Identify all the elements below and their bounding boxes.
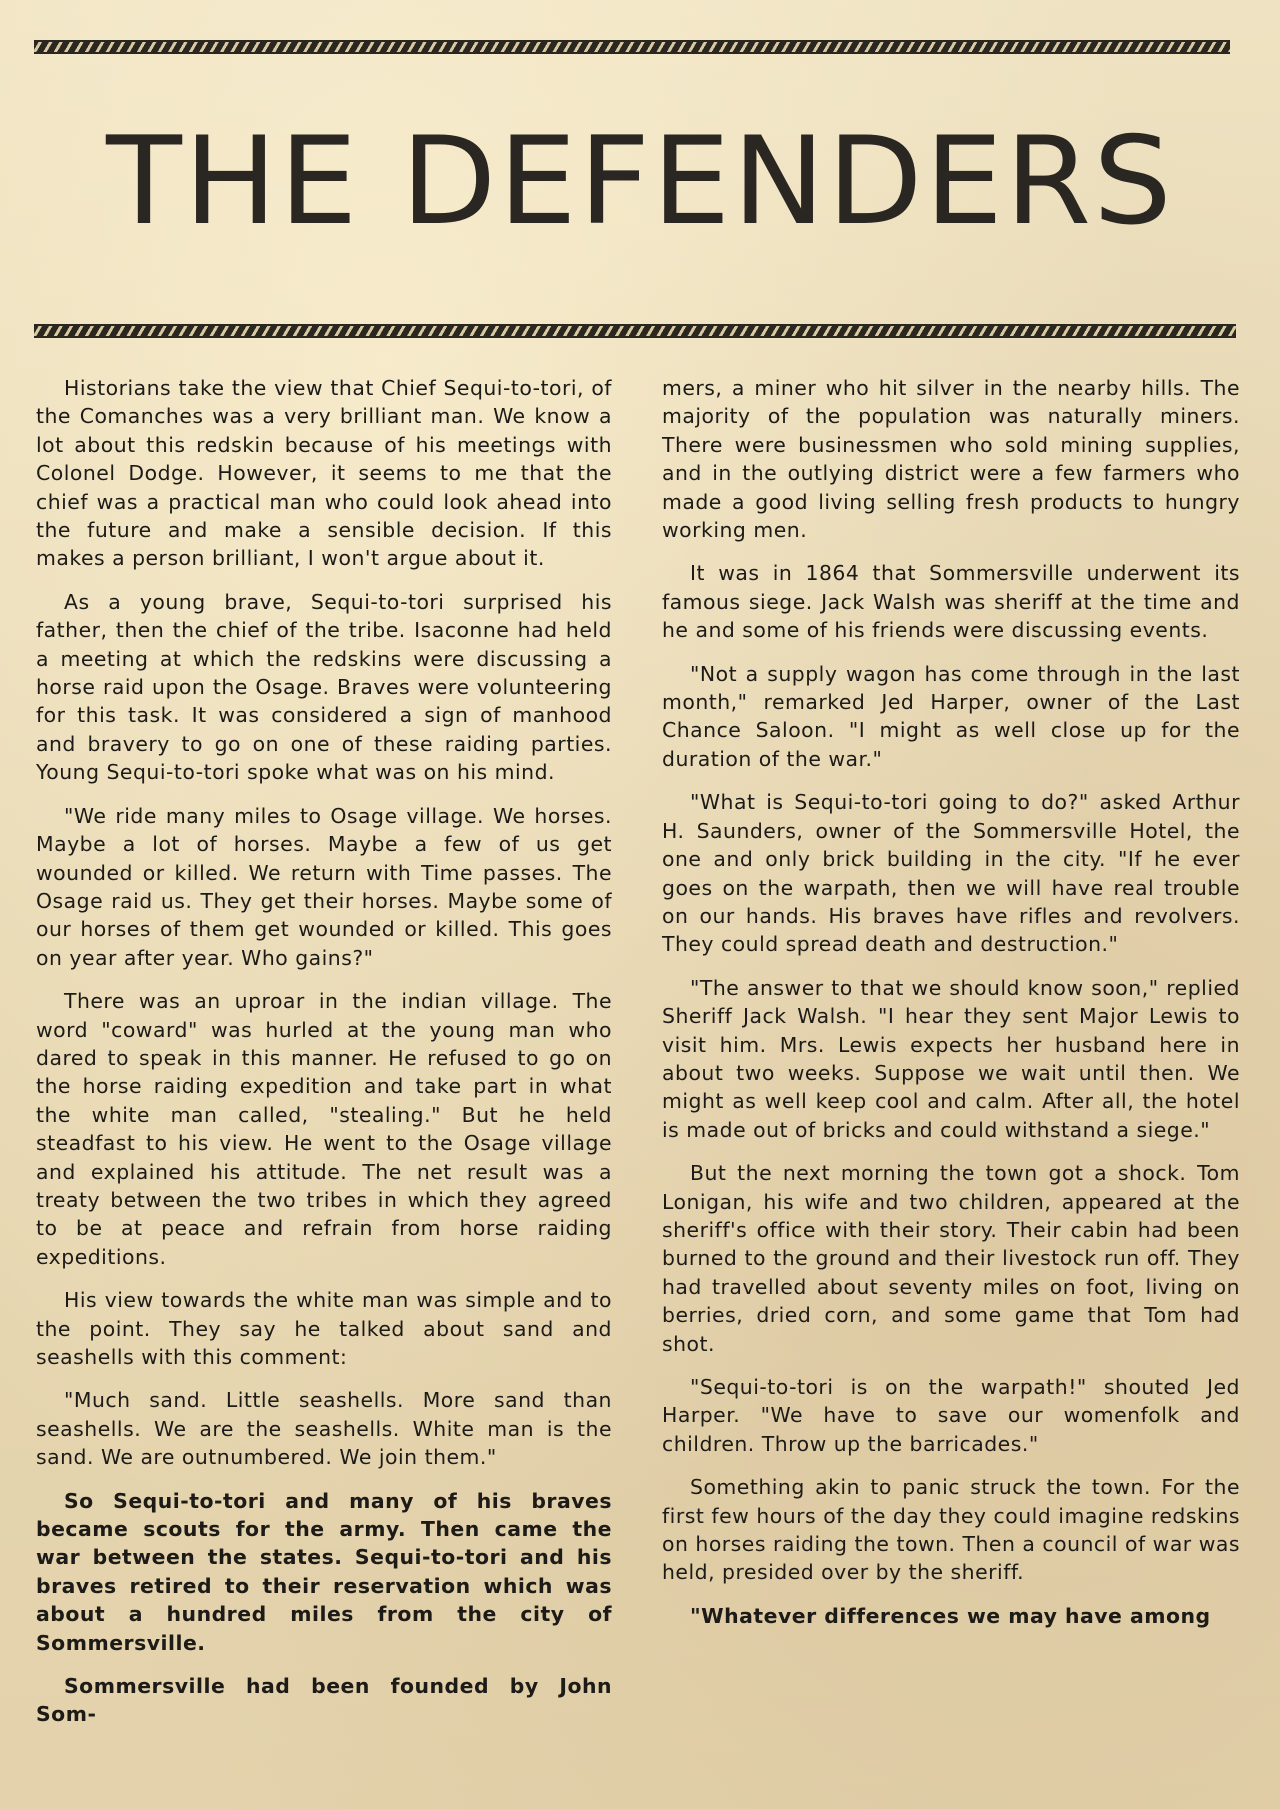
page-title: THE DEFENDERS — [106, 111, 1174, 253]
paragraph: It was in 1864 that Sommersville underwent its famous siege. Jack Walsh was sheriff at the time and he and some of his friends were discussing events. — [662, 561, 1240, 643]
paragraph: "We ride many miles to Osage village. We horses. Maybe a lot of horses. Maybe a few of us get wounded or killed. We return with Time passes. The Osage raid us. They get their horses. Maybe some of our horses of them get wounded or killed. This goes on year after year. Who gains?" — [36, 803, 612, 970]
paragraph: As a young brave, Sequi-to-tori surprised his father, then the chief of the tribe. Isaconne had held a meeting at which the redskins were discussing a horse raid upon the Osage. Braves were volunteering for this task. It was considered a sign of manhood and bravery to go on one of these raiding parties. Young Sequi-to-tori spoke what was on his mind. — [36, 589, 612, 785]
rope-border-bottom — [34, 324, 1236, 338]
paragraph: "Whatever differences we may have among — [690, 1603, 1211, 1628]
left-column — [36, 374, 612, 1729]
paragraph: "Much sand. Little seashells. More sand than seashells. We are the seashells. White man is the sand. We are outnumbered. We join them." — [36, 1388, 612, 1470]
paragraph: "What is Sequi-to-tori going to do?" asked Arthur H. Saunders, owner of the Sommersville Hotel, the one and only brick building in the city. "If he ever goes on the warpath, then we will have real trouble on our hands. His braves have rifles and revolvers. They could spread death and destruction." — [662, 790, 1240, 957]
rope-border-top — [34, 40, 1230, 54]
paragraph: "Sequi-to-tori is on the warpath!" shouted Jed Harper. "We have to save our womenfolk and children. Throw up the barricades." — [662, 1375, 1240, 1456]
paragraph: There was an uproar in the indian village. The word "coward" was hurled at the young man who dared to speak in this manner. He refused to go on the horse raiding expedition and take part in what the white man called, "stealing." But he held steadfast to his view. He went to the Osage village and explained his attitude. The net result was a treaty between the two tribes in which they agreed to be at peace and refrain from horse raiding expeditions. — [36, 989, 612, 1269]
right-column — [662, 374, 1240, 1630]
paragraph: Sommersville had been founded by John Som- — [36, 1674, 612, 1727]
paragraph: His view towards the white man was simple and to the point. They say he talked about sand and seashells with this comment: — [36, 1288, 612, 1369]
paragraph: "The answer to that we should know soon," replied Sheriff Jack Walsh. "I hear they sent Major Lewis to visit him. Mrs. Lewis expects her husband here in about two weeks. Suppose we wait until then. We might as well keep cool and calm. After all, the hotel is made out of bricks and could withstand a siege." — [662, 975, 1240, 1142]
paragraph: Something akin to panic struck the town. For the first few hours of the day they could imagine redskins on horses raiding the town. Then a council of war was held, presided over by the sheriff. — [662, 1475, 1240, 1585]
paragraph: Historians take the view that Chief Sequi-to-tori, of the Comanches was a very brilliant man. We know a lot about this redskin because of his meetings with Colonel Dodge. However, it seems to me that the chief was a practical man who could look ahead into the future and make a sensible decision. If this makes a person brilliant, I won't argue about it. — [36, 376, 612, 571]
paragraph: But the next morning the town got a shock. Tom Lonigan, his wife and two children, appeared at the sheriff's office with their story. Their cabin had been burned to the ground and their livestock run off. They had travelled about seventy miles on foot, living on berries, dried corn, and some game that Tom had shot. — [662, 1161, 1240, 1356]
paragraph: mers, a miner who hit silver in the nearby hills. The majority of the population was naturally miners. There were businessmen who sold mining supplies, and in the outlying district were a few farmers who made a good living selling fresh products to hungry working men. — [662, 376, 1240, 543]
paragraph: So Sequi-to-tori and many of his braves became scouts for the army. Then came the war between the states. Sequi-to-tori and his braves retired to their reservation which was about a hundred miles from the city of Sommersville. — [36, 1488, 612, 1655]
paragraph: "Not a supply wagon has come through in the last month," remarked Jed Harper, owner of the Last Chance Saloon. "I might as well close up for the duration of the war." — [662, 661, 1240, 771]
